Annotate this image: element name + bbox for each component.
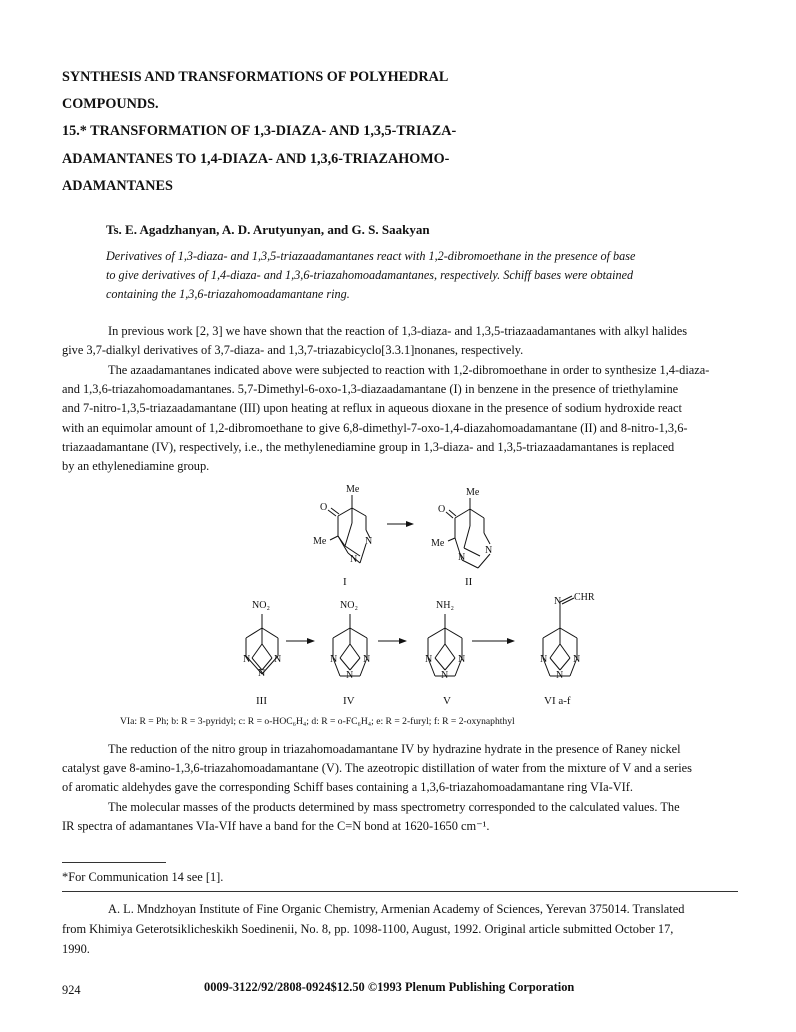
paragraph-line: catalyst gave 8-amino-1,3,6-triazahomoadamantane (V). The azeotropic distillation of water from the mixture of V and a series xyxy=(62,761,692,776)
affiliation xyxy=(62,899,737,959)
abstract-line: Derivatives of 1,3-diaza- and 1,3,5-triazaadamantanes react with 1,2-dibromoethane in the presence of base xyxy=(106,249,636,263)
paragraph-line: The azaadamantanes indicated above were subjected to reaction with 1,2-dibromoethane in order to synthesize 1,4-diaza- xyxy=(108,363,710,377)
compound-ii-structure xyxy=(446,498,493,568)
atom-n-label: N xyxy=(441,670,449,681)
atom-n-label: N xyxy=(258,668,266,679)
affiliation-line: A. L. Mndzhoyan Institute of Fine Organic Chemistry, Armenian Academy of Sciences, Yerevan 375014. Translated xyxy=(108,902,685,916)
paragraph-line: and 1,3,6-triazahomoadamantanes. 5,7-Dimethyl-6-oxo-1,3-diazaadamantane (I) in benzene in the presence of triethylamine xyxy=(62,382,679,397)
footnote-divider xyxy=(62,862,166,863)
paragraph-line: In previous work [2, 3] we have shown that the reaction of 1,3-diaza- and 1,3,5-triazaadamantanes with alkyl halides xyxy=(108,324,688,338)
abstract-line: containing the 1,3,6-triazahomoadamantane ring. xyxy=(106,287,350,301)
paragraph-line: by an ethylenediamine group. xyxy=(62,459,210,474)
compound-iv-structure xyxy=(333,614,367,676)
paragraph-line: IR spectra of adamantanes VIa-VIf have a band for the C=N bond at 1620-1650 cm⁻¹. xyxy=(62,819,490,834)
atom-n-label: N xyxy=(554,596,562,607)
reaction-scheme xyxy=(0,478,796,714)
atom-n-label: N xyxy=(346,670,354,681)
atom-n-label: N xyxy=(365,536,373,547)
atom-n-label: N xyxy=(274,654,282,665)
paragraph-4 xyxy=(62,798,737,836)
paragraph-1 xyxy=(62,322,737,360)
atom-me-label: Me xyxy=(466,487,480,498)
atom-n-label: N xyxy=(573,654,581,665)
compound-iii-structure xyxy=(246,614,278,674)
compound-vi-structure xyxy=(543,596,577,676)
atom-n-label: N xyxy=(350,554,358,565)
footnote: *For Communication 14 see [1]. xyxy=(62,870,224,884)
paragraph-line: with an equimolar amount of 1,2-dibromoethane to give 6,8-dimethyl-7-oxo-1,4-diazahomoadamantane (II) and 8-nitro-1,3,6- xyxy=(62,420,688,435)
atom-n-label: N xyxy=(458,654,466,665)
abstract-line: to give derivatives of 1,4-diaza- and 1,3,6-triazahomoadamantanes, respectively. Schiff bases were obtained xyxy=(106,268,634,282)
compound-label-i: I xyxy=(343,576,347,588)
paragraph-line: of aromatic aldehydes gave the corresponding Schiff bases containing a 1,3,6-triazahomoadamantane ring VIa-VIf. xyxy=(62,780,634,795)
atom-n-label: N xyxy=(243,654,251,665)
paragraph-line: The reduction of the nitro group in triazahomoadamantane IV by hydrazine hydrate in the presence of Raney nickel xyxy=(108,742,681,756)
paragraph-line: give 3,7-dialkyl derivatives of 3,7-diaza- and 1,3,7-triazabicyclo[3.3.1]nonanes, respectively. xyxy=(62,343,524,358)
authors: Ts. E. Agadzhanyan, A. D. Arutyunyan, and G. S. Saakyan xyxy=(106,222,430,237)
title-line: 15.* TRANSFORMATION OF 1,3-DIAZA- AND 1,3,5-TRIAZA- xyxy=(62,123,457,140)
atom-me-label: Me xyxy=(431,538,445,549)
atom-n-label: N xyxy=(330,654,338,665)
title-line: ADAMANTANES TO 1,4-DIAZA- AND 1,3,6-TRIAZAHOMO- xyxy=(62,150,450,167)
atom-n-label: N xyxy=(540,654,548,665)
atom-o-label: O xyxy=(320,502,328,513)
compound-label-iii: III xyxy=(256,695,267,707)
atom-me-label: Me xyxy=(313,536,327,547)
atom-n-label: N xyxy=(425,654,433,665)
atom-o-label: O xyxy=(438,504,446,515)
atom-n-label: N xyxy=(556,670,564,681)
atom-n-label: N xyxy=(363,654,371,665)
compound-label-ii: II xyxy=(465,576,473,588)
compound-label-v: V xyxy=(443,695,451,707)
affiliation-divider xyxy=(62,891,738,892)
compound-v-structure xyxy=(428,614,462,676)
atom-n-label: N xyxy=(458,552,466,563)
footer-identifier: 0009-3122/92/2808-0924$12.50 ©1993 Plenum Publishing Corporation xyxy=(204,980,575,994)
atom-me-label: Me xyxy=(346,484,360,495)
paragraph-3 xyxy=(62,740,737,798)
page-number: 924 xyxy=(62,983,81,997)
compound-label-iv: IV xyxy=(343,695,355,707)
paragraph-2 xyxy=(62,361,737,476)
atom-nh2-label: NH₂ xyxy=(436,600,454,611)
compound-i-structure xyxy=(328,495,373,563)
atom-chr-label: CHR xyxy=(574,592,595,603)
paper-title xyxy=(62,64,742,200)
paragraph-line: and 7-nitro-1,3,5-triazaadamantane (III) upon heating at reflux in aqueous dioxane in the presence of sodium hydroxide react xyxy=(62,401,682,416)
title-line: SYNTHESIS AND TRANSFORMATIONS OF POLYHEDRAL xyxy=(62,69,449,85)
paragraph-line: The molecular masses of the products determined by mass spectrometry corresponded to the calculated values. The xyxy=(108,800,680,814)
affiliation-line: 1990. xyxy=(62,942,90,956)
abstract xyxy=(106,247,706,304)
atom-no2-label: NO₂ xyxy=(340,600,358,611)
atom-no2-label: NO₂ xyxy=(252,600,270,611)
atom-n-label: N xyxy=(485,545,493,556)
compound-label-vi: VI a-f xyxy=(544,695,571,707)
scheme-caption: VIa: R = Ph; b: R = 3-pyridyl; c: R = o-HOC₆H₄; d: R = o-FC₆H₄; e: R = 2-furyl; f: R = 2-oxynaphthyl xyxy=(120,716,515,727)
title-line: ADAMANTANES xyxy=(62,177,173,194)
affiliation-line: from Khimiya Geterotsiklicheskikh Soedinenii, No. 8, pp. 1098-1100, August, 1992. Original article submitted October 17, xyxy=(62,922,674,936)
title-line: COMPOUNDS. xyxy=(62,96,159,113)
paragraph-line: triazaadamantane (IV), respectively, i.e., the methylenediamine group in 1,3-diaza- and 1,3,5-triazaadamantanes is replaced xyxy=(62,439,675,454)
